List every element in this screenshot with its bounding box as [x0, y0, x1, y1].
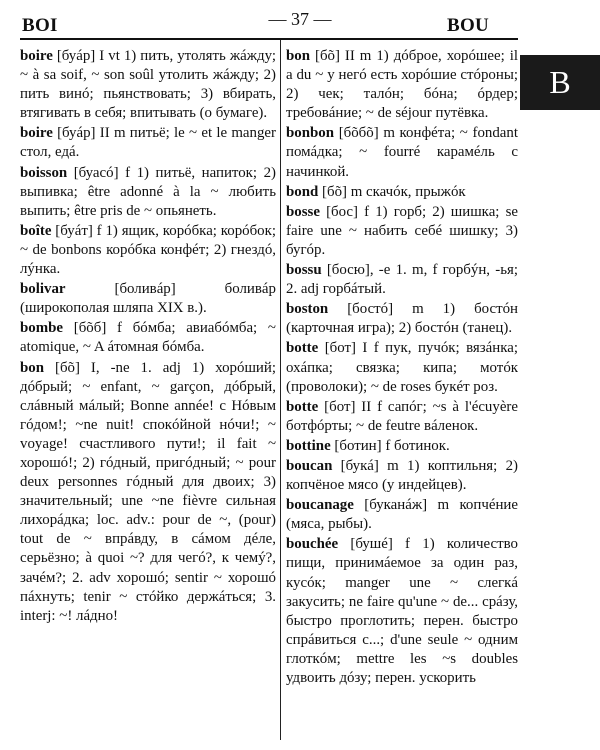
entry-headword: boîte — [20, 222, 52, 239]
right-column — [286, 47, 518, 689]
entry-definition: [ботин] f ботинок. — [334, 437, 450, 454]
dictionary-entry — [20, 280, 276, 318]
dictionary-entry — [20, 222, 276, 279]
entry-definition: [буáт] f 1) ящик, корóбка; корóбок; ~ de bonbons корóбка конфéт; 2) гнездó, лýнка. — [20, 222, 276, 278]
entry-headword: bon — [286, 48, 311, 64]
entry-headword: bolivar — [20, 281, 66, 298]
page-header — [0, 0, 600, 44]
dictionary-entry — [286, 124, 518, 181]
dictionary-entry — [20, 319, 276, 357]
dictionary-entry — [286, 496, 518, 534]
entry-headword: bond — [286, 183, 319, 200]
entry-headword: boire — [20, 48, 53, 64]
entry-headword: botte — [286, 340, 319, 357]
entry-definition: [босю], -e 1. m, f горбýн, -ья; 2. adj горбáтый. — [286, 262, 518, 298]
dictionary-entry — [286, 457, 518, 495]
entry-headword: boisson — [20, 164, 68, 181]
entry-headword: boire — [20, 125, 53, 142]
entry-headword: bonbon — [286, 125, 335, 142]
entry-definition: [бостó] m 1) бостóн (карточная игра); 2) бостóн (танец). — [286, 301, 518, 337]
dictionary-entry — [286, 437, 518, 456]
dictionary-entry — [20, 359, 276, 626]
entry-headword: bottine — [286, 437, 331, 454]
entry-definition: [буáр] I vt 1) пить, утолять жáжду; ~ à sa soif, ~ son soûl утолить жáжду; 2) пить винó; пьянствовать; 3) вбирать, втягивать в себя; впитывать (о бумаге). — [20, 48, 276, 122]
entry-definition: [бõ] I, -ne 1. adj 1) хорóший; дóбрый; ~ enfant, ~ garçon, дóбрый, слáвный мáлый; Bonne année! с Нóвым гóдом!; ~ne nuit! спокóйной нóчи!; ~ voyage! счастливого пути!; il fait ~ хорошó!; 2) гóдный, пригóдный; ~ pour deux personnes гóдный для двоих; 3) значительный; une ~ne fièvre сильная лихорáдка; loc. adv.: pour de ~, (pour) tout de ~ впрáвду, в сáмом дéле, серьёзно; à quoi ~? для чегó?, к чемý?, зачéм?; 2. adv хорошó; sentir ~ хорошó пáхнуть; tenir ~ стóйко держáться; 3. interj: ~! лáдно! — [20, 359, 276, 624]
entry-definition: [бõ] II m 1) дóброе, хорóшее; il a du ~ у негó есть хорóшие стóроны; 2) чек; талóн; бóна; óрдер; требовáние; ~ de séjour путёвка. — [286, 48, 518, 122]
entry-headword: bouchée — [286, 536, 339, 553]
dictionary-entry — [286, 47, 518, 123]
entry-definition: [буасó] f 1) питьё, напиток; 2) выпивка; être adonné à la ~ любить выпить; être pris de ~ опьянеть. — [20, 164, 276, 219]
entry-definition: [бот] II f сапóг; ~s à l'écuyère ботфóрты; ~ de feutre вáленок. — [286, 398, 518, 434]
entry-definition: [буáр] II m питьё; le ~ et le manger стол, едá. — [20, 125, 276, 161]
entry-headword: bon — [20, 359, 45, 376]
entry-definition: [бот] I f пук, пучóк; вязáнка; охáпка; связка; кипа; мотóк (проволоки); ~ de roses букéт роз. — [286, 340, 518, 395]
dictionary-entry — [286, 183, 518, 202]
column-divider — [280, 40, 281, 740]
entry-definition: [бõб] f бóмба; авиабóмба; ~ atomique, ~ A áтомная бóмба. — [20, 320, 276, 356]
dictionary-entry — [20, 47, 276, 123]
dictionary-entry — [286, 300, 518, 338]
dictionary-entry — [286, 261, 518, 299]
entry-definition: [букá] m 1) коптильня; 2) копчёное мясо (у индейцев). — [286, 457, 518, 494]
dictionary-entry — [286, 535, 518, 688]
guide-word-left: BOI — [22, 15, 58, 36]
entry-headword: botte — [286, 398, 319, 415]
page-number: — 37 — — [268, 9, 332, 29]
entry-headword: boucan — [286, 457, 333, 474]
header-rule — [20, 38, 518, 40]
entry-definition: [бушé] f 1) количество пищи, принимáемое за один раз, кусóк; manger une ~ слегкá закусить; ne faire qu'une ~ de... срáзу, быстро проглотить; перен. быстро спрáвиться с...; d'une seule ~ одним глоткóм; mettre les ~s doubles удвоить дóзу; перен. ускорить — [286, 536, 518, 686]
letter-thumb-tab: B — [520, 55, 600, 110]
entry-definition: [бõбõ] m конфéта; ~ fondant помáдка; ~ fourré карамéль с начинкой. — [286, 125, 519, 180]
entry-definition: [бõ] m скачóк, прыжóк — [322, 183, 466, 200]
dictionary-entry — [20, 164, 276, 221]
entry-definition: [боливáр] боливáр (широкополая шляпа XIX в.). — [20, 281, 276, 317]
entry-headword: bombe — [20, 320, 64, 337]
entry-headword: boucanage — [286, 497, 354, 514]
dictionary-entry — [20, 124, 276, 162]
dictionary-entry — [286, 339, 518, 396]
left-column — [20, 47, 276, 627]
entry-headword: bosse — [286, 203, 320, 220]
dictionary-entry — [286, 203, 518, 260]
entry-definition: [буканáж] m копчéние (мяса, рыбы). — [286, 497, 518, 533]
entry-definition: [бос] f 1) горб; 2) шишка; se faire une ~ набить себé шишку; 3) бугóр. — [286, 203, 518, 258]
entry-headword: bossu — [286, 262, 322, 279]
dictionary-entry — [286, 398, 518, 436]
entry-headword: boston — [286, 301, 329, 318]
guide-word-right: BOU — [447, 15, 490, 36]
